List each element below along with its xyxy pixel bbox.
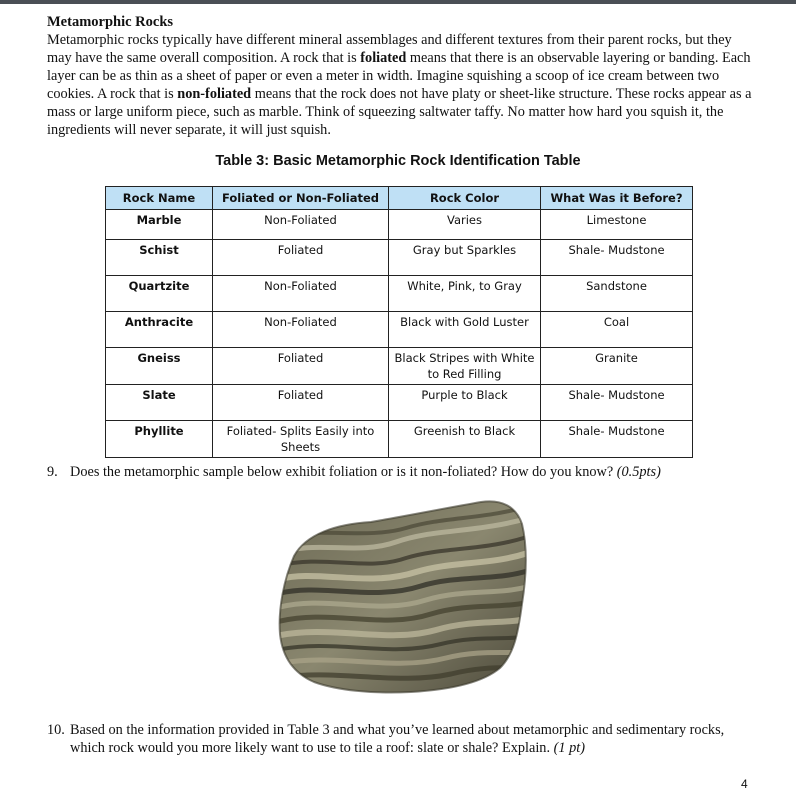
cell-rock-name: Slate [106,385,213,421]
cell-foliation: Non-Foliated [213,312,389,348]
cell-rock-name: Phyllite [106,421,213,458]
non-foliated-term: non-foliated [177,86,252,102]
cell-rock-name: Schist [106,240,213,276]
cell-foliation: Foliated [213,240,389,276]
question-10-text: Based on the information provided in Table 3 and what you’ve learned about metamorphic and sedimentary rocks, which rock would you more likely want to use to tile a roof: slate or shale? Explain. [70,722,725,756]
cell-foliation: Non-Foliated [213,276,389,312]
cell-color: Gray but Sparkles [389,240,541,276]
header-rock-color: Rock Color [389,187,541,210]
header-parent-rock: What Was it Before? [541,187,693,210]
cell-parent: Coal [541,312,693,348]
question-9-points: (0.5pts) [616,464,661,480]
question-9-number: 9. [47,464,58,480]
intro-paragraph [47,31,752,139]
table-row [106,210,693,240]
cell-foliation: Foliated- Splits Easily into Sheets [213,421,389,458]
cell-color: Greenish to Black [389,421,541,458]
cell-rock-name: Anthracite [106,312,213,348]
cell-rock-name: Gneiss [106,348,213,385]
cell-parent: Shale- Mudstone [541,421,693,458]
table-row [106,240,693,276]
header-rock-name: Rock Name [106,187,213,210]
question-9 [47,463,757,481]
question-10-number: 10. [47,722,65,738]
cell-foliation: Non-Foliated [213,210,389,240]
header-foliation: Foliated or Non-Foliated [213,187,389,210]
intro-text-1: Metamorphic rocks typically have different mineral assemblages and different textures from their parent rocks, but they may have the same overall composition. A rock that is [47,32,732,66]
gneiss-rock-photo [276,494,536,694]
table-row [106,276,693,312]
table-row [106,421,693,458]
intro-text-2: means that there is an observable layering or banding. Each layer can be as thin as a sheet of paper or even a meter in width. Imagine squishing a scoop of ice cream between two cookies. A rock that is [47,50,751,102]
table-row [106,348,693,385]
cell-color: Black with Gold Luster [389,312,541,348]
question-9-text: Does the metamorphic sample below exhibit foliation or is it non-foliated? How do you know? [70,464,617,480]
cell-rock-name: Marble [106,210,213,240]
question-10-points: (1 pt) [553,740,585,756]
cell-parent: Shale- Mudstone [541,240,693,276]
cell-foliation: Foliated [213,385,389,421]
table-row [106,312,693,348]
cell-color: White, Pink, to Gray [389,276,541,312]
rock-identification-table [105,186,693,458]
top-border [0,0,796,4]
cell-parent: Limestone [541,210,693,240]
cell-color: Purple to Black [389,385,541,421]
intro-text-3: means that the rock does not have platy or sheet-like structure. These rocks appear as a mass or large uniform piece, such as marble. Think of squeezing saltwater taffy. No matter how hard you squish it, the ingredients will never separate, it will just squish. [47,86,752,138]
cell-parent: Shale- Mudstone [541,385,693,421]
cell-foliation: Foliated [213,348,389,385]
cell-parent: Granite [541,348,693,385]
table-row [106,385,693,421]
cell-color: Black Stripes with White to Red Filling [389,348,541,385]
table-header-row [106,187,693,210]
cell-rock-name: Quartzite [106,276,213,312]
question-10 [47,721,757,757]
cell-parent: Sandstone [541,276,693,312]
page-number: 4 [741,777,748,791]
cell-color: Varies [389,210,541,240]
section-title: Metamorphic Rocks [47,14,174,30]
table-title: Table 3: Basic Metamorphic Rock Identification Table [215,153,581,169]
intro-section [47,13,752,139]
foliated-term: foliated [360,50,407,66]
